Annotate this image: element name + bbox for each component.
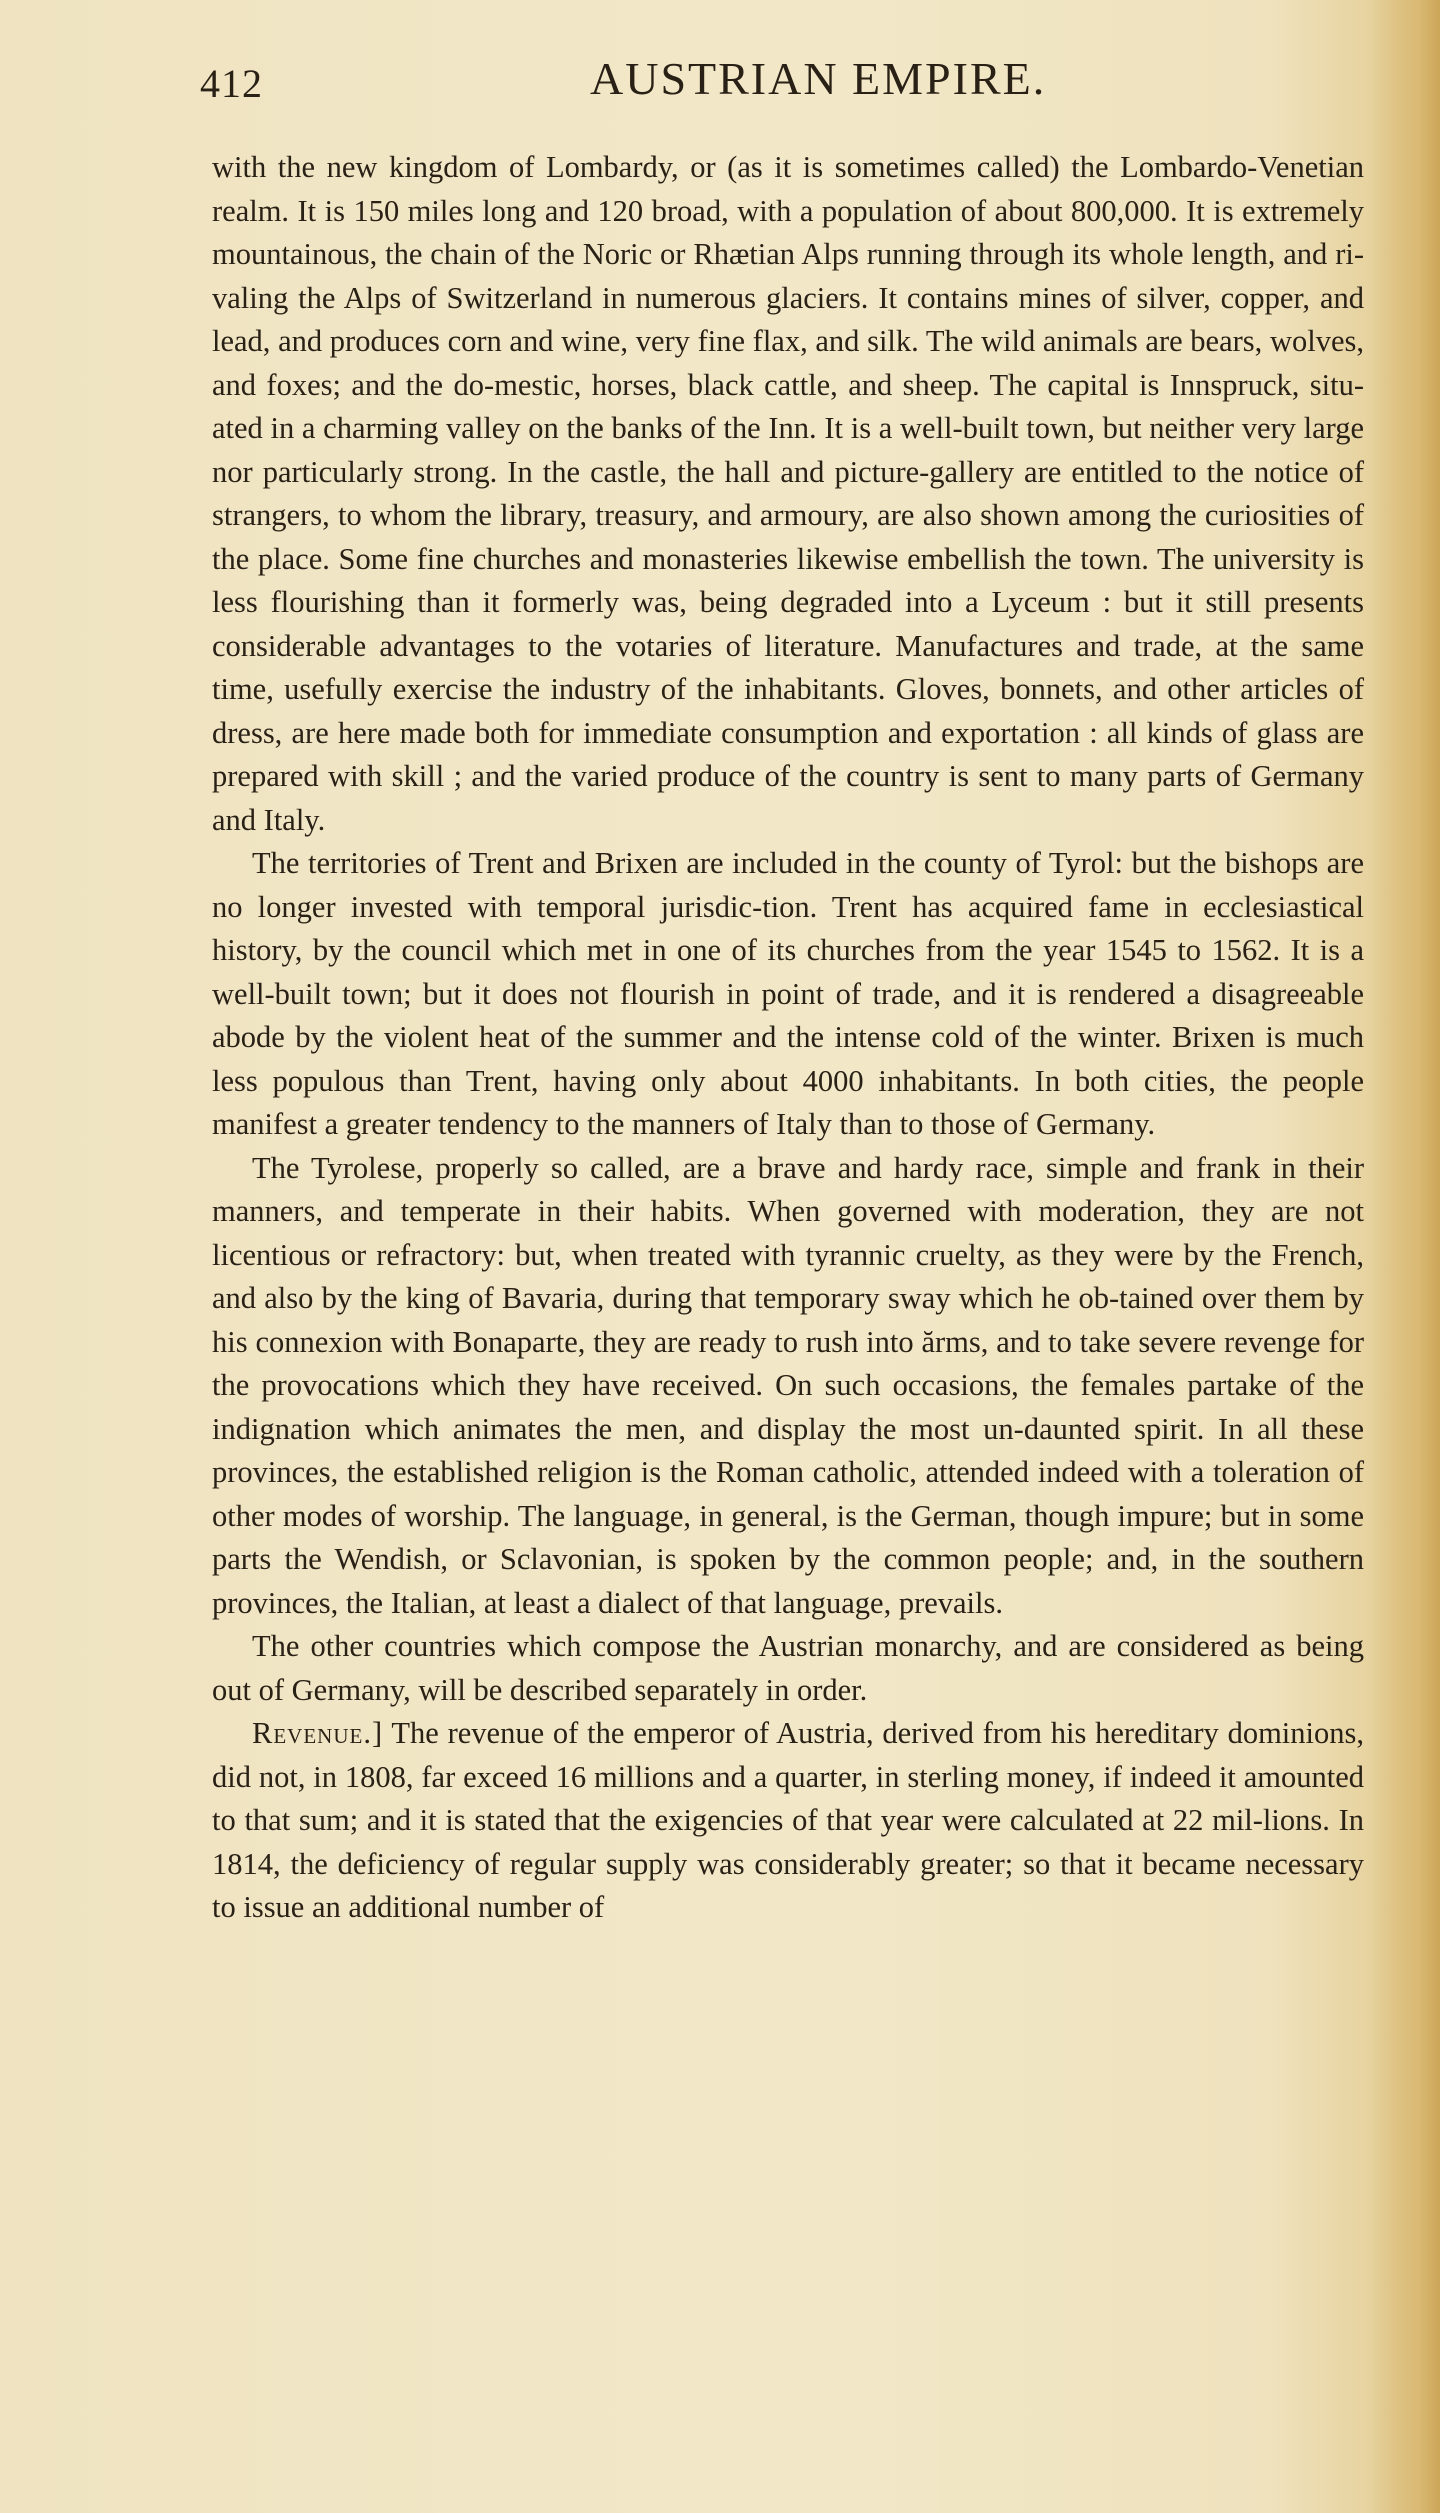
paragraph-trent-brixen: The territories of Trent and Brixen are included in the county of Tyrol: but the bishops are no longer invested with temporal jurisdic-tion. Trent has acquired fame in ecclesiastical history, by the council which met in one of its churches from the year 1545 to 1562. It is a well-built town; but it does not flourish in point of trade, and it is rendered a disagreeable abode by the violent heat of the summer and the intense cold of the winter. Brixen is much less populous than Trent, having only about 4000 inhabitants. In both cities, the people manifest a greater tendency to the manners of Italy than to those of Germany. — [212, 846, 1364, 1141]
paragraph-lombardy-tyrol: with the new kingdom of Lombardy, or (as it is sometimes called) the Lombardo-Venetian realm. It is 150 miles long and 120 broad, with a population of about 800,000. It is extremely mountainous, the chain of the Noric or Rhætian Alps running through its whole length, and ri-valing the Alps of Switzerland in numerous glaciers. It contains mines of silver, copper, and lead, and produces corn and wine, very fine flax, and silk. The wild animals are bears, wolves, and foxes; and the do-mestic, horses, black cattle, and sheep. The capital is Innspruck, situ-ated in a charming valley on the banks of the Inn. It is a well-built town, but neither very large nor particularly strong. In the castle, the hall and picture-gallery are entitled to the notice of strangers, to whom the library, treasury, and armoury, are also shown among the curiosities of the place. Some fine churches and monasteries likewise embellish the town. The university is less flourishing than it formerly was, being degraded into a Lyceum : but it still presents considerable advantages to the votaries of literature. Manufactures and trade, at the same time, usefully exercise the industry of the inhabitants. Gloves, bonnets, and other articles of dress, are here made both for immediate consumption and exportation : all kinds of glass are prepared with skill ; and the varied produce of the country is sent to many parts of Germany and Italy. — [212, 150, 1364, 837]
page-header — [200, 52, 1360, 122]
body-text — [212, 146, 1364, 1930]
revenue-heading: Revenue.] — [252, 1716, 384, 1750]
paragraph-tyrolese: The Tyrolese, properly so called, are a brave and hardy race, simple and frank in their manners, and temperate in their habits. When governed with moderation, they are not licentious or refractory: but, when treated with tyrannic cruelty, as they were by the French, and also by the king of Bavaria, during that temporary sway which he ob-tained over them by his connexion with Bonaparte, they are ready to rush into ărms, and to take severe revenge for the provocations which they have received. On such occasions, the females partake of the indignation which animates the men, and display the most un-daunted spirit. In all these provinces, the established religion is the Roman catholic, attended indeed with a toleration of other modes of worship. The language, in general, is the German, though impure; but in some parts the Wendish, or Sclavonian, is spoken by the common people; and, in the southern provinces, the Italian, at least a dialect of that language, prevails. — [212, 1150, 1364, 1620]
paragraph-other-countries: The other countries which compose the Austrian monarchy, and are considered as being out of Germany, will be described separately in order. — [212, 1629, 1364, 1707]
paragraph-revenue — [212, 1712, 1364, 1930]
page-number: 412 — [200, 61, 263, 106]
running-head: AUSTRIAN EMPIRE. — [590, 53, 1047, 104]
revenue-text: The revenue of the emperor of Austria, derived from his hereditary dominions, did not, in 1808, far exceed 16 millions and a quarter, in sterling money, if indeed it amounted to that sum; and it is stated that the exigencies of that year were calculated at 22 mil-lions. In 1814, the deficiency of regular supply was considerably greater; so that it became necessary to issue an additional number of — [212, 1716, 1364, 1924]
page-edge-shadow — [1370, 0, 1440, 2513]
